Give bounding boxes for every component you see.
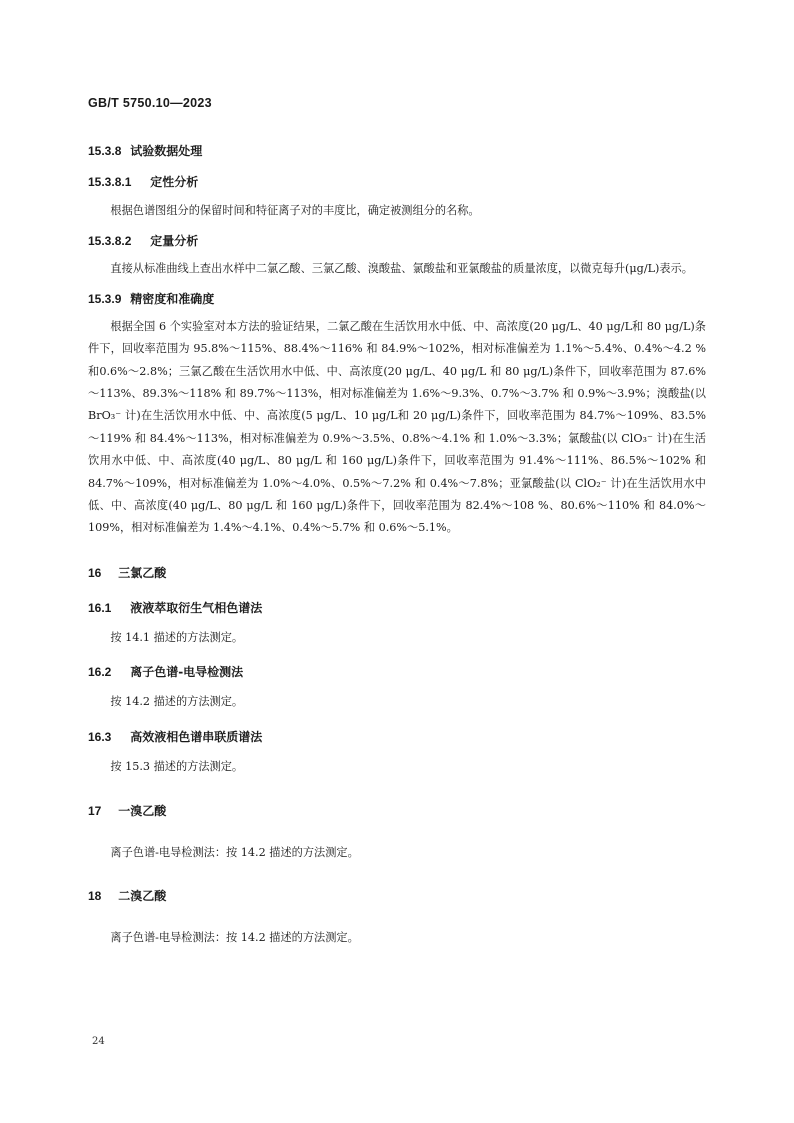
heading-title: 精密度和准确度	[130, 291, 215, 306]
paragraph-qualitative: 根据色谱图组分的保留时间和特征离子对的丰度比，确定被测组分的名称。	[110, 204, 480, 217]
heading-number: 16.2	[88, 665, 112, 680]
paragraph-18: 离子色谱-电导检测法：按 14.2 描述的方法测定。	[110, 930, 359, 944]
paragraph-16-1: 按 14.1 描述的方法测定。	[110, 630, 244, 644]
heading-title: 三氯乙酸	[118, 565, 167, 580]
document-body	[88, 142, 706, 949]
heading-16-1	[88, 599, 706, 617]
paragraph-16-3: 按 15.3 描述的方法测定。	[110, 759, 244, 773]
heading-16-3	[88, 728, 706, 746]
heading-title: 离子色谱-电导检测法	[130, 665, 244, 680]
heading-title: 液液萃取衍生气相色谱法	[130, 600, 263, 615]
paragraph-17: 离子色谱-电导检测法：按 14.2 描述的方法测定。	[110, 846, 359, 860]
document-id: GB/T 5750.10—2023	[88, 96, 212, 110]
heading-15-3-8	[88, 142, 706, 160]
heading-number: 15.3.8.2	[88, 234, 132, 249]
heading-title: 定性分析	[150, 175, 199, 189]
heading-number: 16.1	[88, 600, 112, 615]
heading-16	[88, 564, 706, 582]
heading-title: 定量分析	[150, 234, 199, 249]
heading-title: 高效液相色谱串联质谱法	[130, 729, 263, 744]
paragraph-quantitative: 直接从标准曲线上查出水样中二氯乙酸、三氯乙酸、溴酸盐、氯酸盐和亚氯酸盐的质量浓度，以微克每升(μg/L)表示。	[110, 262, 693, 276]
heading-15-3-8-2	[88, 232, 706, 250]
paragraph-16-2: 按 14.2 描述的方法测定。	[110, 695, 244, 709]
heading-title: 一溴乙酸	[118, 804, 167, 819]
heading-15-3-8-1	[88, 173, 706, 191]
heading-number: 18	[88, 888, 102, 903]
heading-number: 16.3	[88, 729, 112, 744]
page-number: 24	[92, 1036, 105, 1047]
heading-17	[88, 802, 706, 820]
heading-number: 15.3.8.1	[88, 175, 132, 189]
heading-number: 15.3.8	[88, 144, 122, 158]
paragraph-precision-accuracy: 根据全国 6 个实验室对本方法的验证结果，二氯乙酸在生活饮用水中低、中、高浓度(20 μg/L、40 μg/L和 80 μg/L)条件下，回收率范围为 95.8%～115%、88.4%～116% 和 84.9%～102%，相对标准偏差为 1.1%～5.4%、0.4%～4.2 %和0.6%～2.8%；三氯乙酸在生活饮用水中低、中、高浓度(20 μg/L、40 μg/L 和 80 μg/L)条件下，回收率范围为 87.6%～113%、89.3%～118% 和 89.7%～113%，相对标准偏差为 1.6%～9.3%、0.7%～3.7% 和 0.9%～3.9%；溴酸盐(以 BrO₃⁻ 计)在生活饮用水中低、中、高浓度(5 μg/L、10 μg/L和 20 μg/L)条件下，回收率范围为 84.7%～109%、83.5%～119% 和 84.4%～113%，相对标准偏差为 0.9%～3.5%、0.8%～4.1% 和 1.0%～3.3%；氯酸盐(以 ClO₃⁻ 计)在生活饮用水中低、中、高浓度(40 μg/L、80 μg/L 和 160 μg/L)条件下，回收率范围为 91.4%～111%、86.5%～102% 和 84.7%～109%，相对标准偏差为 1.0%～4.0%、0.5%～7.2% 和 0.4%～7.8%；亚氯酸盐(以 ClO₂⁻ 计)在生活饮用水中低、中、高浓度(40 μg/L、80 μg/L 和 160 μg/L)条件下，回收率范围为 82.4%～108 %、80.6%～110% 和 84.0%～109%，相对标准偏差为 1.4%～4.1%、0.4%～5.7% 和 0.6%～5.1%。	[88, 319, 706, 535]
heading-18	[88, 887, 706, 905]
heading-16-2	[88, 663, 706, 681]
heading-number: 17	[88, 804, 102, 819]
heading-number: 16	[88, 565, 102, 580]
heading-title: 二溴乙酸	[118, 888, 167, 903]
heading-number: 15.3.9	[88, 291, 122, 306]
heading-title: 试验数据处理	[130, 144, 203, 158]
heading-15-3-9	[88, 290, 706, 308]
